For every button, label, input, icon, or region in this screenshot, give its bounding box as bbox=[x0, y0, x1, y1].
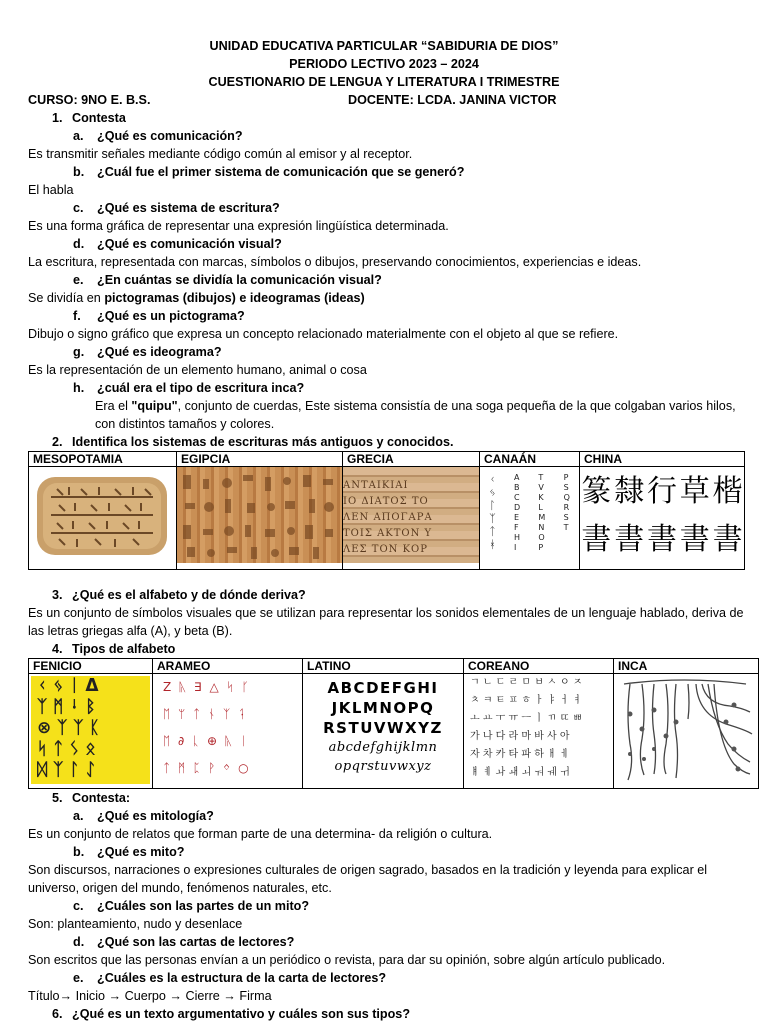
latino-image-cell bbox=[303, 674, 464, 789]
question-5e: e. ¿Cuáles es la estructura de la carta de lectores? bbox=[73, 971, 387, 985]
answer-1c: Es una forma gráfica de representar una expresión lingüística determinada. bbox=[28, 219, 449, 233]
greek-line-5: ΛΕΣ ΤΟΝ ΚΟΡ bbox=[343, 544, 428, 555]
section-5-heading: 5. Contesta: bbox=[52, 791, 131, 805]
col-egipcia: EGIPCIA bbox=[177, 452, 343, 467]
inca-image-cell bbox=[614, 674, 759, 789]
greek-line-2: ΙΟ ΔΙΑΤΟΣ ΤΟ bbox=[343, 496, 429, 507]
question-5a: a. ¿Qué es mitología? bbox=[73, 809, 214, 823]
section-4-heading: 4. Tipos de alfabeto bbox=[52, 642, 176, 656]
hieroglyphs-image bbox=[177, 467, 342, 563]
question-5b: b. ¿Qué es mito? bbox=[73, 845, 185, 859]
course-teacher-line bbox=[0, 91, 768, 109]
question-1c: c. ¿Qué es sistema de escritura? bbox=[73, 201, 280, 215]
grecia-image-cell bbox=[343, 467, 480, 570]
col-mesopotamia: MESOPOTAMIA bbox=[29, 452, 177, 467]
cuneiform-tablet-icon bbox=[29, 467, 175, 563]
answer-1h: Era el "quipu", conjunto de cuerdas, Este sistema consistía de una soga pequeña de la que colgaban varios hilos, con distintos tamaños y colores. bbox=[95, 399, 736, 431]
china-char: 書 bbox=[646, 522, 677, 557]
china-char: 書 bbox=[581, 522, 612, 557]
canaan-col-1: ᚲ ᛃ ᛚ ᛉ ᛏ ᚼ bbox=[489, 473, 496, 551]
question-1g: g. ¿Qué es ideograma? bbox=[73, 345, 222, 359]
answer-5b: Son discursos, narraciones o expresiones culturales de origen sagrado, basados en la tradición y leyenda para explicar el universo, origen del mundo, fenómenos naturales, etc. bbox=[28, 863, 708, 895]
hieroglyphs-icon bbox=[177, 467, 341, 563]
canaan-col-3: T V K L M N O P bbox=[538, 473, 546, 552]
answer-5c: Son: planteamiento, nudo y desenlace bbox=[28, 917, 243, 931]
china-image-cell bbox=[580, 467, 745, 570]
question-1b: b. ¿Cuál fue el primer sistema de comunicación que se generó? bbox=[73, 165, 465, 179]
answer-3: Es un conjunto de símbolos visuales que se utilizan para representar los sonidos elementales de un lenguaje hablado, deriva de las letras griegas alfa (A), y beta (B). bbox=[28, 606, 744, 638]
greek-line-1: ΑΝΤΑΙΚΙΑΙ bbox=[343, 480, 409, 491]
china-char: 書 bbox=[712, 522, 743, 557]
structure-step: Cierre bbox=[185, 989, 220, 1003]
arrow-right-icon: → bbox=[59, 989, 73, 1003]
arrow-right-icon: → bbox=[169, 989, 182, 1003]
answer-1e: Se dividía en pictogramas (dibujos) e ideogramas (ideas) bbox=[28, 291, 365, 305]
korean-alphabet-image: ㄱ ㄴ ㄷ ㄹ ㅁ ㅂ ㅅ ㅇ ㅈ ㅊ ㅋ ㅌ ㅍ ㅎ ㅏ ㅑ ㅓ ㅕ ㅗ ㅛ ㅜ ㅠ ㅡ ㅣ ㄲ ㄸ ㅃ 가 나 다 라 마 바 사 아 자 차 카 타 파 하 ㅐ ㅔ ㅒ ㅖ ㅘ ㅙ ㅚ ㅝ ㅞ ㅟ bbox=[470, 677, 583, 778]
canaan-image-cell bbox=[480, 467, 580, 570]
col-fenicio: FENICIO bbox=[29, 659, 153, 674]
greek-line-4: ΤΟΙΣ ΑΚΤΟΝ Υ bbox=[343, 528, 433, 539]
answer-5d: Son escritos que las personas envían a un periódico o revista, para dar su opinión, sobre algún artículo publicado. bbox=[28, 953, 666, 967]
greek-line-3: ΛΕΝ ΑΠΟΓΑΡΑ bbox=[343, 512, 433, 523]
structure-step: Inicio bbox=[75, 989, 105, 1003]
writing-systems-table bbox=[28, 451, 745, 570]
china-char: 書 bbox=[614, 522, 645, 557]
col-grecia: GRECIA bbox=[343, 452, 480, 467]
answer-1f: Dibujo o signo gráfico que expresa un concepto relacionado materialmente con el objeto al que se refiere. bbox=[28, 327, 619, 341]
mesopotamia-image-cell bbox=[29, 467, 177, 570]
canaan-col-4: P S Q R S T bbox=[563, 473, 570, 532]
question-1h: h. ¿cuál era el tipo de escritura inca? bbox=[73, 381, 305, 395]
china-char: 楷 bbox=[712, 474, 743, 509]
quipu-image bbox=[614, 674, 758, 784]
col-coreano: COREANO bbox=[464, 659, 614, 674]
answer-5a: Es un conjunto de relatos que forman parte de una determina- da religión o cultura. bbox=[28, 827, 493, 841]
col-arameo: ARAMEO bbox=[153, 659, 303, 674]
answer-1g: Es la representación de un elemento humano, animal o cosa bbox=[28, 363, 367, 377]
document-title: CUESTIONARIO DE LENGUA Y LITERATURA I TRIMESTRE bbox=[208, 75, 560, 89]
answer-1a: Es transmitir señales mediante código común al emisor y al receptor. bbox=[28, 147, 413, 161]
latin-alphabet-image: ABCDEFGHI JKLMNOPQ RSTUVWXYZ abcdefghijklmn opqrstuvwxyz bbox=[323, 679, 443, 774]
col-inca: INCA bbox=[614, 659, 759, 674]
coreano-image-cell bbox=[464, 674, 614, 789]
col-canaan: CANAÁN bbox=[480, 452, 580, 467]
egipcia-image-cell bbox=[177, 467, 343, 570]
answer-1d: La escritura, representada con marcas, símbolos o dibujos, preservando conocimientos, experiencias e ideas. bbox=[28, 255, 642, 269]
structure-step: Firma bbox=[239, 989, 272, 1003]
question-1f: f. ¿Qué es un pictograma? bbox=[73, 309, 245, 323]
alphabet-types-table bbox=[28, 658, 759, 789]
greek-inscription-image bbox=[343, 467, 479, 563]
section-6-heading: 6. ¿Qué es un texto argumentativo y cuáles son sus tipos? bbox=[52, 1007, 411, 1021]
school-period: PERIODO LECTIVO 2023 – 2024 bbox=[289, 57, 479, 71]
question-1d: d. ¿Qué es comunicación visual? bbox=[73, 237, 282, 251]
section-1-heading: 1. Contesta bbox=[52, 111, 126, 125]
answer-1b: El habla bbox=[28, 183, 74, 197]
question-5d: d. ¿Qué son las cartas de lectores? bbox=[73, 935, 295, 949]
question-5c: c. ¿Cuáles son las partes de un mito? bbox=[73, 899, 310, 913]
china-char: 行 bbox=[646, 474, 677, 509]
canaan-alphabet-image bbox=[480, 467, 579, 569]
col-latino: LATINO bbox=[303, 659, 464, 674]
arameo-image-cell bbox=[153, 674, 303, 789]
school-name: UNIDAD EDUCATIVA PARTICULAR “SABIDURIA DE DIOS” bbox=[209, 39, 559, 53]
aramaic-alphabet-image: Z ᚣ ∃ △ ᛋ ᚴ ᛖ ᛘ ᛏ ᚾ ᛉ ᛑ ᛖ ∂ ᚳ ⊕ ᚣ ᛁ ᛏ ᛗ ᛈ ᚹ ᛜ ○ bbox=[163, 680, 251, 775]
question-1e: e. ¿En cuántas se dividía la comunicación visual? bbox=[73, 273, 382, 287]
phoenician-alphabet-image: ᚲ ᛃ ᛁ ᐃ ᛉ ᛗ ᛍ ᛒ ⊗ ᛉ ᛉ ᛕ ᛋ ᛏ ᛊ ᛟ ᛞ ᛉ ᛚ ᛇ bbox=[31, 676, 150, 784]
china-char: 書 bbox=[679, 522, 710, 557]
quipu-icon bbox=[614, 674, 757, 784]
china-char: 篆 bbox=[581, 474, 612, 509]
structure-step: Título bbox=[28, 989, 60, 1003]
question-1a: a. ¿Qué es comunicación? bbox=[73, 129, 243, 143]
china-char: 草 bbox=[679, 474, 710, 509]
structure-step: Cuerpo bbox=[124, 989, 166, 1003]
chinese-scripts-image bbox=[580, 467, 744, 567]
section-2-heading: 2. Identifica los sistemas de escrituras más antiguos y conocidos. bbox=[52, 435, 454, 449]
canaan-col-2: A B C D E F H I bbox=[513, 473, 521, 552]
arrow-right-icon: → bbox=[108, 989, 122, 1003]
section-3-heading: 3. ¿Qué es el alfabeto y de dónde deriva? bbox=[52, 588, 306, 602]
col-china: CHINA bbox=[580, 452, 745, 467]
letter-structure bbox=[0, 987, 768, 1005]
course-label: CURSO: 9NO E. B.S. bbox=[28, 93, 151, 107]
fenicio-image-cell bbox=[29, 674, 153, 789]
cuneiform-tablet-image bbox=[29, 467, 176, 563]
arrow-right-icon: → bbox=[223, 989, 236, 1003]
teacher-label: DOCENTE: LCDA. JANINA VICTOR bbox=[348, 93, 557, 107]
china-char: 隸 bbox=[614, 474, 645, 509]
